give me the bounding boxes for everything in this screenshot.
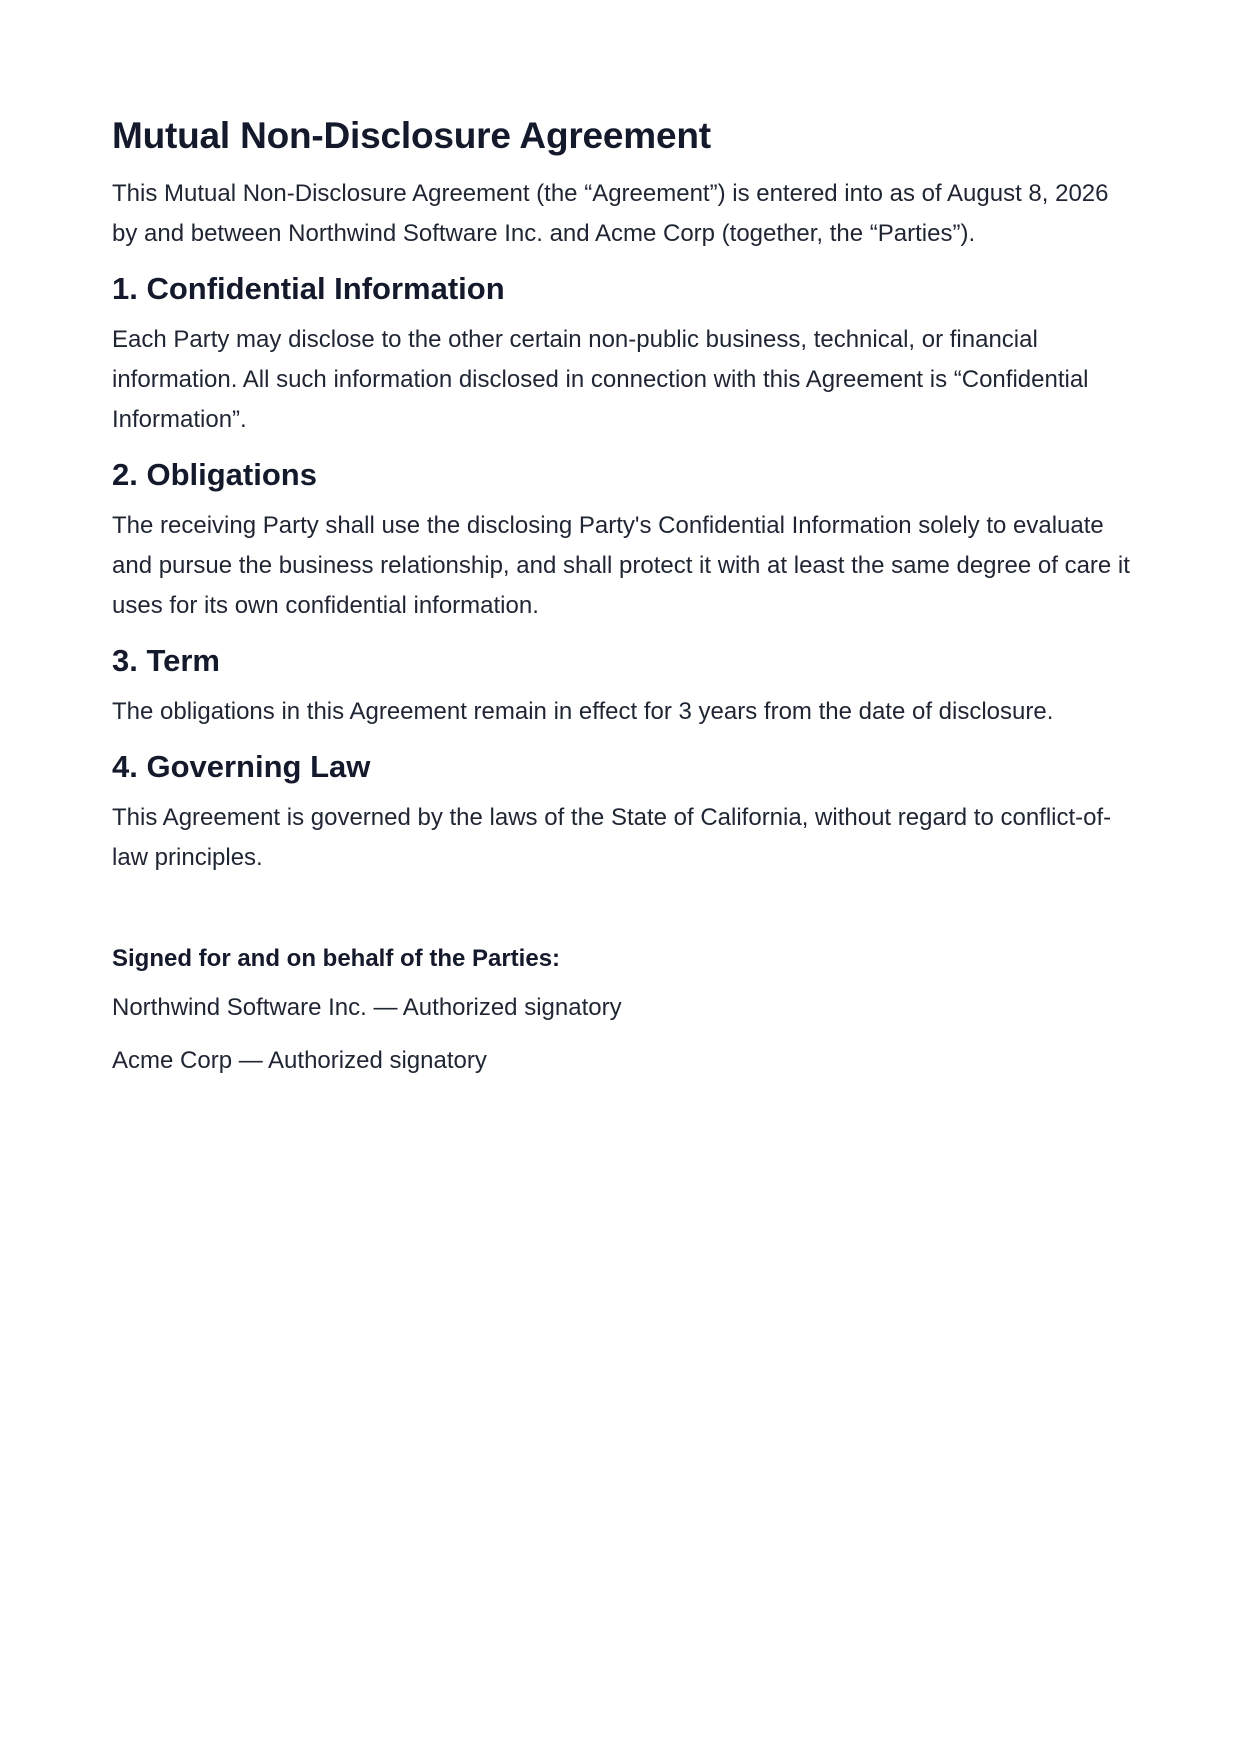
section-obligations — [112, 454, 1130, 626]
section-body: The receiving Party shall use the disclosing Party's Confidential Information solely to evaluate and pursue the business relationship, and shall protect it with at least the same degree of care it uses for its own confidential information. — [112, 512, 1130, 619]
section-term — [112, 640, 1130, 732]
signature-heading: Signed for and on behalf of the Parties: — [112, 945, 561, 972]
section-confidential-information — [112, 268, 1130, 440]
section-body: Each Party may disclose to the other certain non-public business, technical, or financial information. All such information disclosed in connection with this Agreement is “Confidential Information”. — [112, 326, 1089, 433]
document-title: Mutual Non-Disclosure Agreement — [112, 115, 711, 156]
signature-block — [112, 942, 1130, 1078]
section-heading: 2. Obligations — [112, 457, 317, 492]
section-heading: 4. Governing Law — [112, 749, 371, 784]
intro-paragraph: This Mutual Non-Disclosure Agreement (the “Agreement”) is entered into as of August 8, 2026 by and between Northwind Software Inc. and Acme Corp (together, the “Parties”). — [112, 180, 1109, 247]
section-heading: 3. Term — [112, 643, 220, 678]
signatory-line: Acme Corp — Authorized signatory — [112, 1047, 487, 1074]
section-heading: 1. Confidential Information — [112, 271, 505, 306]
section-body: This Agreement is governed by the laws of the State of California, without regard to conflict-of-law principles. — [112, 804, 1112, 871]
signatory-line: Northwind Software Inc. — Authorized signatory — [112, 994, 622, 1021]
section-body: The obligations in this Agreement remain in effect for 3 years from the date of disclosure. — [112, 698, 1054, 725]
section-governing-law — [112, 746, 1130, 878]
